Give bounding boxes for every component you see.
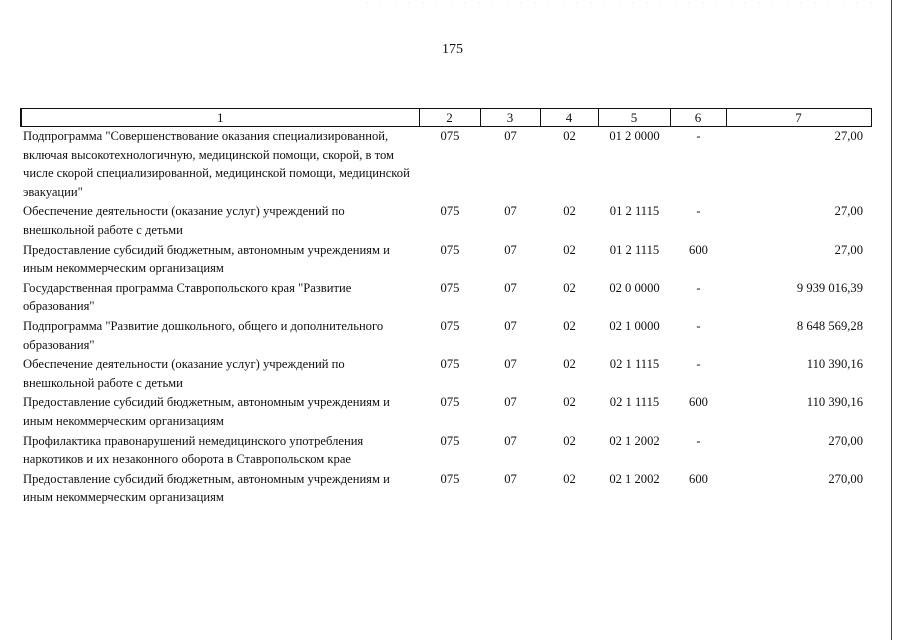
row-code-5: 01 2 1115 [609,242,660,257]
row-code-5: 01 2 0000 [609,129,660,143]
row-code-2: 075 [440,357,460,372]
row-code-4: 02 [563,471,576,486]
row-amount: 27,00 [834,129,863,143]
row-code-3: 07 [504,357,517,372]
column-header-2: 2 [419,109,480,127]
row-name: Государственная программа Ставропольского края "Развитие образования" [23,280,352,314]
row-code-4: 02 [563,280,576,295]
table-row [21,241,871,279]
row-code-5: 01 2 1115 [609,204,660,219]
row-amount: 9 939 016,39 [796,280,863,295]
row-code-2: 075 [440,318,460,333]
column-header-4: 4 [540,109,598,127]
table-row [21,432,871,470]
table-header [21,109,871,127]
row-name: Предоставление субсидий бюджетным, автономным учреждениям и иным некоммерческим организациям [23,471,390,505]
budget-table [20,108,872,508]
row-name: Предоставление субсидий бюджетным, автономным учреждениям и иным некоммерческим организациям [23,242,390,276]
column-header-7: 7 [726,109,871,127]
page-number: 175 [442,42,463,57]
row-code-5: 02 1 2002 [609,471,660,486]
row-code-4: 02 [563,204,576,219]
row-code-6: - [696,433,701,448]
row-code-4: 02 [563,129,576,143]
row-name: Обеспечение деятельности (оказание услуг) учреждений по внешкольной работе с детьми [23,204,345,237]
row-code-6: - [696,129,701,143]
row-code-2: 075 [440,129,460,143]
row-code-5: 02 0 0000 [609,280,660,295]
row-code-4: 02 [563,242,576,257]
table-row [21,127,871,203]
row-code-3: 07 [504,395,517,410]
row-code-2: 075 [440,471,460,486]
table-row [21,202,871,240]
scan-noise [360,0,880,6]
row-amount: 110 390,16 [806,357,863,372]
row-code-2: 075 [440,395,460,410]
row-code-6: - [696,357,701,372]
row-name: Обеспечение деятельности (оказание услуг) учреждений по внешкольной работе с детьми [23,357,345,390]
table-header-row [21,109,871,127]
row-name: Предоставление субсидий бюджетным, автономным учреждениям и иным некоммерческим организациям [23,395,390,428]
row-name: Профилактика правонарушений немедицинского употребления наркотиков и их незаконного оборота в Ставропольском крае [23,433,364,467]
row-code-6: 600 [689,395,708,410]
row-amount: 270,00 [828,433,863,448]
row-code-5: 02 1 1115 [609,395,660,410]
row-code-3: 07 [504,204,517,219]
row-code-2: 075 [440,242,460,257]
row-code-4: 02 [563,395,576,410]
row-code-6: - [696,280,701,295]
row-code-3: 07 [504,471,517,486]
column-header-1: 1 [21,109,419,127]
column-header-6: 6 [670,109,726,127]
row-amount: 27,00 [834,204,863,219]
row-code-3: 07 [504,280,517,295]
column-header-3: 3 [480,109,540,127]
row-code-5: 02 1 0000 [609,318,660,333]
row-code-6: 600 [689,242,708,257]
row-code-4: 02 [563,318,576,333]
row-code-4: 02 [563,357,576,372]
row-code-4: 02 [563,433,576,448]
row-code-6: 600 [689,471,708,486]
row-code-5: 02 1 2002 [609,433,660,448]
column-header-5: 5 [598,109,670,127]
table-row [21,279,871,317]
table-row [21,393,871,431]
table-row [21,317,871,355]
row-code-6: - [696,318,701,333]
row-code-6: - [696,204,701,219]
row-amount: 27,00 [834,242,863,257]
row-amount: 270,00 [828,471,863,486]
table-body [21,127,871,508]
table-row [21,355,871,393]
row-code-5: 02 1 1115 [609,357,660,372]
row-name: Подпрограмма "Совершенствование оказания специализированной, включая высокотехнологичную, медицинской помощи, скорой, в том числе скорой специализированной, медицинской помощи, медицинской эвакуации" [23,129,410,199]
row-code-2: 075 [440,280,460,295]
row-code-3: 07 [504,433,517,448]
row-code-2: 075 [440,433,460,448]
row-code-3: 07 [504,129,517,143]
row-amount: 110 390,16 [806,395,863,410]
row-code-3: 07 [504,318,517,333]
row-code-2: 075 [440,204,460,219]
row-code-3: 07 [504,242,517,257]
table-row [21,470,871,508]
row-amount: 8 648 569,28 [796,318,863,333]
page-edge-line [891,0,892,640]
row-name: Подпрограмма "Развитие дошкольного, общего и дополнительного образования" [23,318,384,352]
